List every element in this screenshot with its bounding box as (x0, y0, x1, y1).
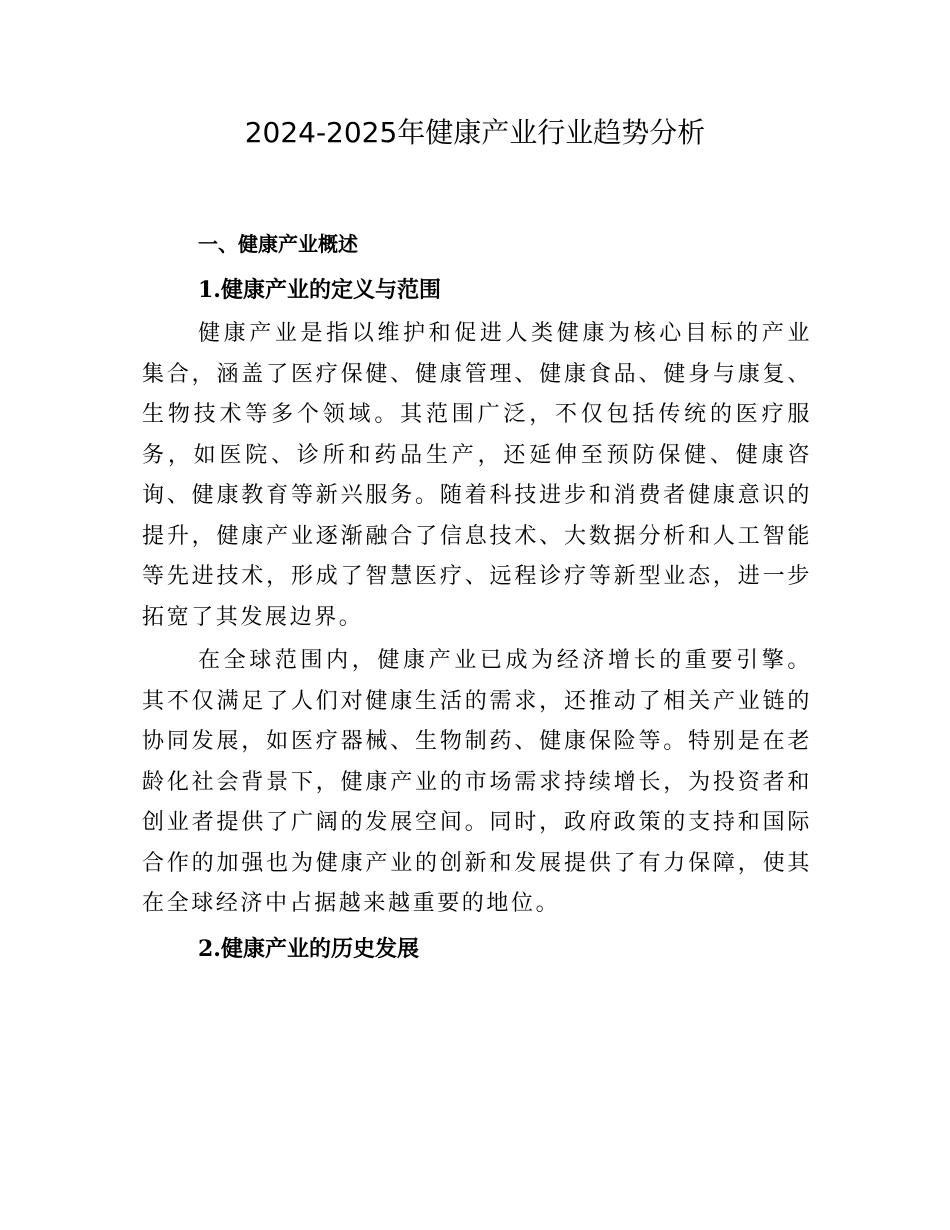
body-paragraph: 健康产业是指以维护和促进人类健康为核心目标的产业集合，涵盖了医疗保健、健康管理、健康食品、健身与康复、生物技术等多个领域。其范围广泛，不仅包括传统的医疗服务，如医院、诊所和药品生产，还延伸至预防保健、健康咨询、健康教育等新兴服务。随着科技进步和消费者健康意识的提升，健康产业逐渐融合了信息技术、大数据分析和人工智能等先进技术，形成了智慧医疗、远程诊疗等新型业态，进一步拓宽了其发展边界。 (142, 321, 812, 630)
body-paragraph: 在全球范围内，健康产业已成为经济增长的重要引擎。其不仅满足了人们对健康生活的需求，还推动了相关产业链的协同发展，如医疗器械、生物制药、健康保险等。特别是在老龄化社会背景下，健康产业的市场需求持续增长，为投资者和创业者提供了广阔的发展空间。同时，政府政策的支持和国际合作的加强也为健康产业的创新和发展提供了有力保障，使其在全球经济中占据越来越重要的地位。 (142, 648, 812, 916)
document-title: 2024-2025年健康产业行业趋势分析 (244, 116, 706, 149)
section-heading: 一、健康产业概述 (198, 232, 358, 256)
subsection-heading: 1.健康产业的定义与范围 (198, 277, 441, 303)
subsection-heading: 2.健康产业的历史发展 (198, 935, 419, 962)
document-body (142, 224, 812, 973)
